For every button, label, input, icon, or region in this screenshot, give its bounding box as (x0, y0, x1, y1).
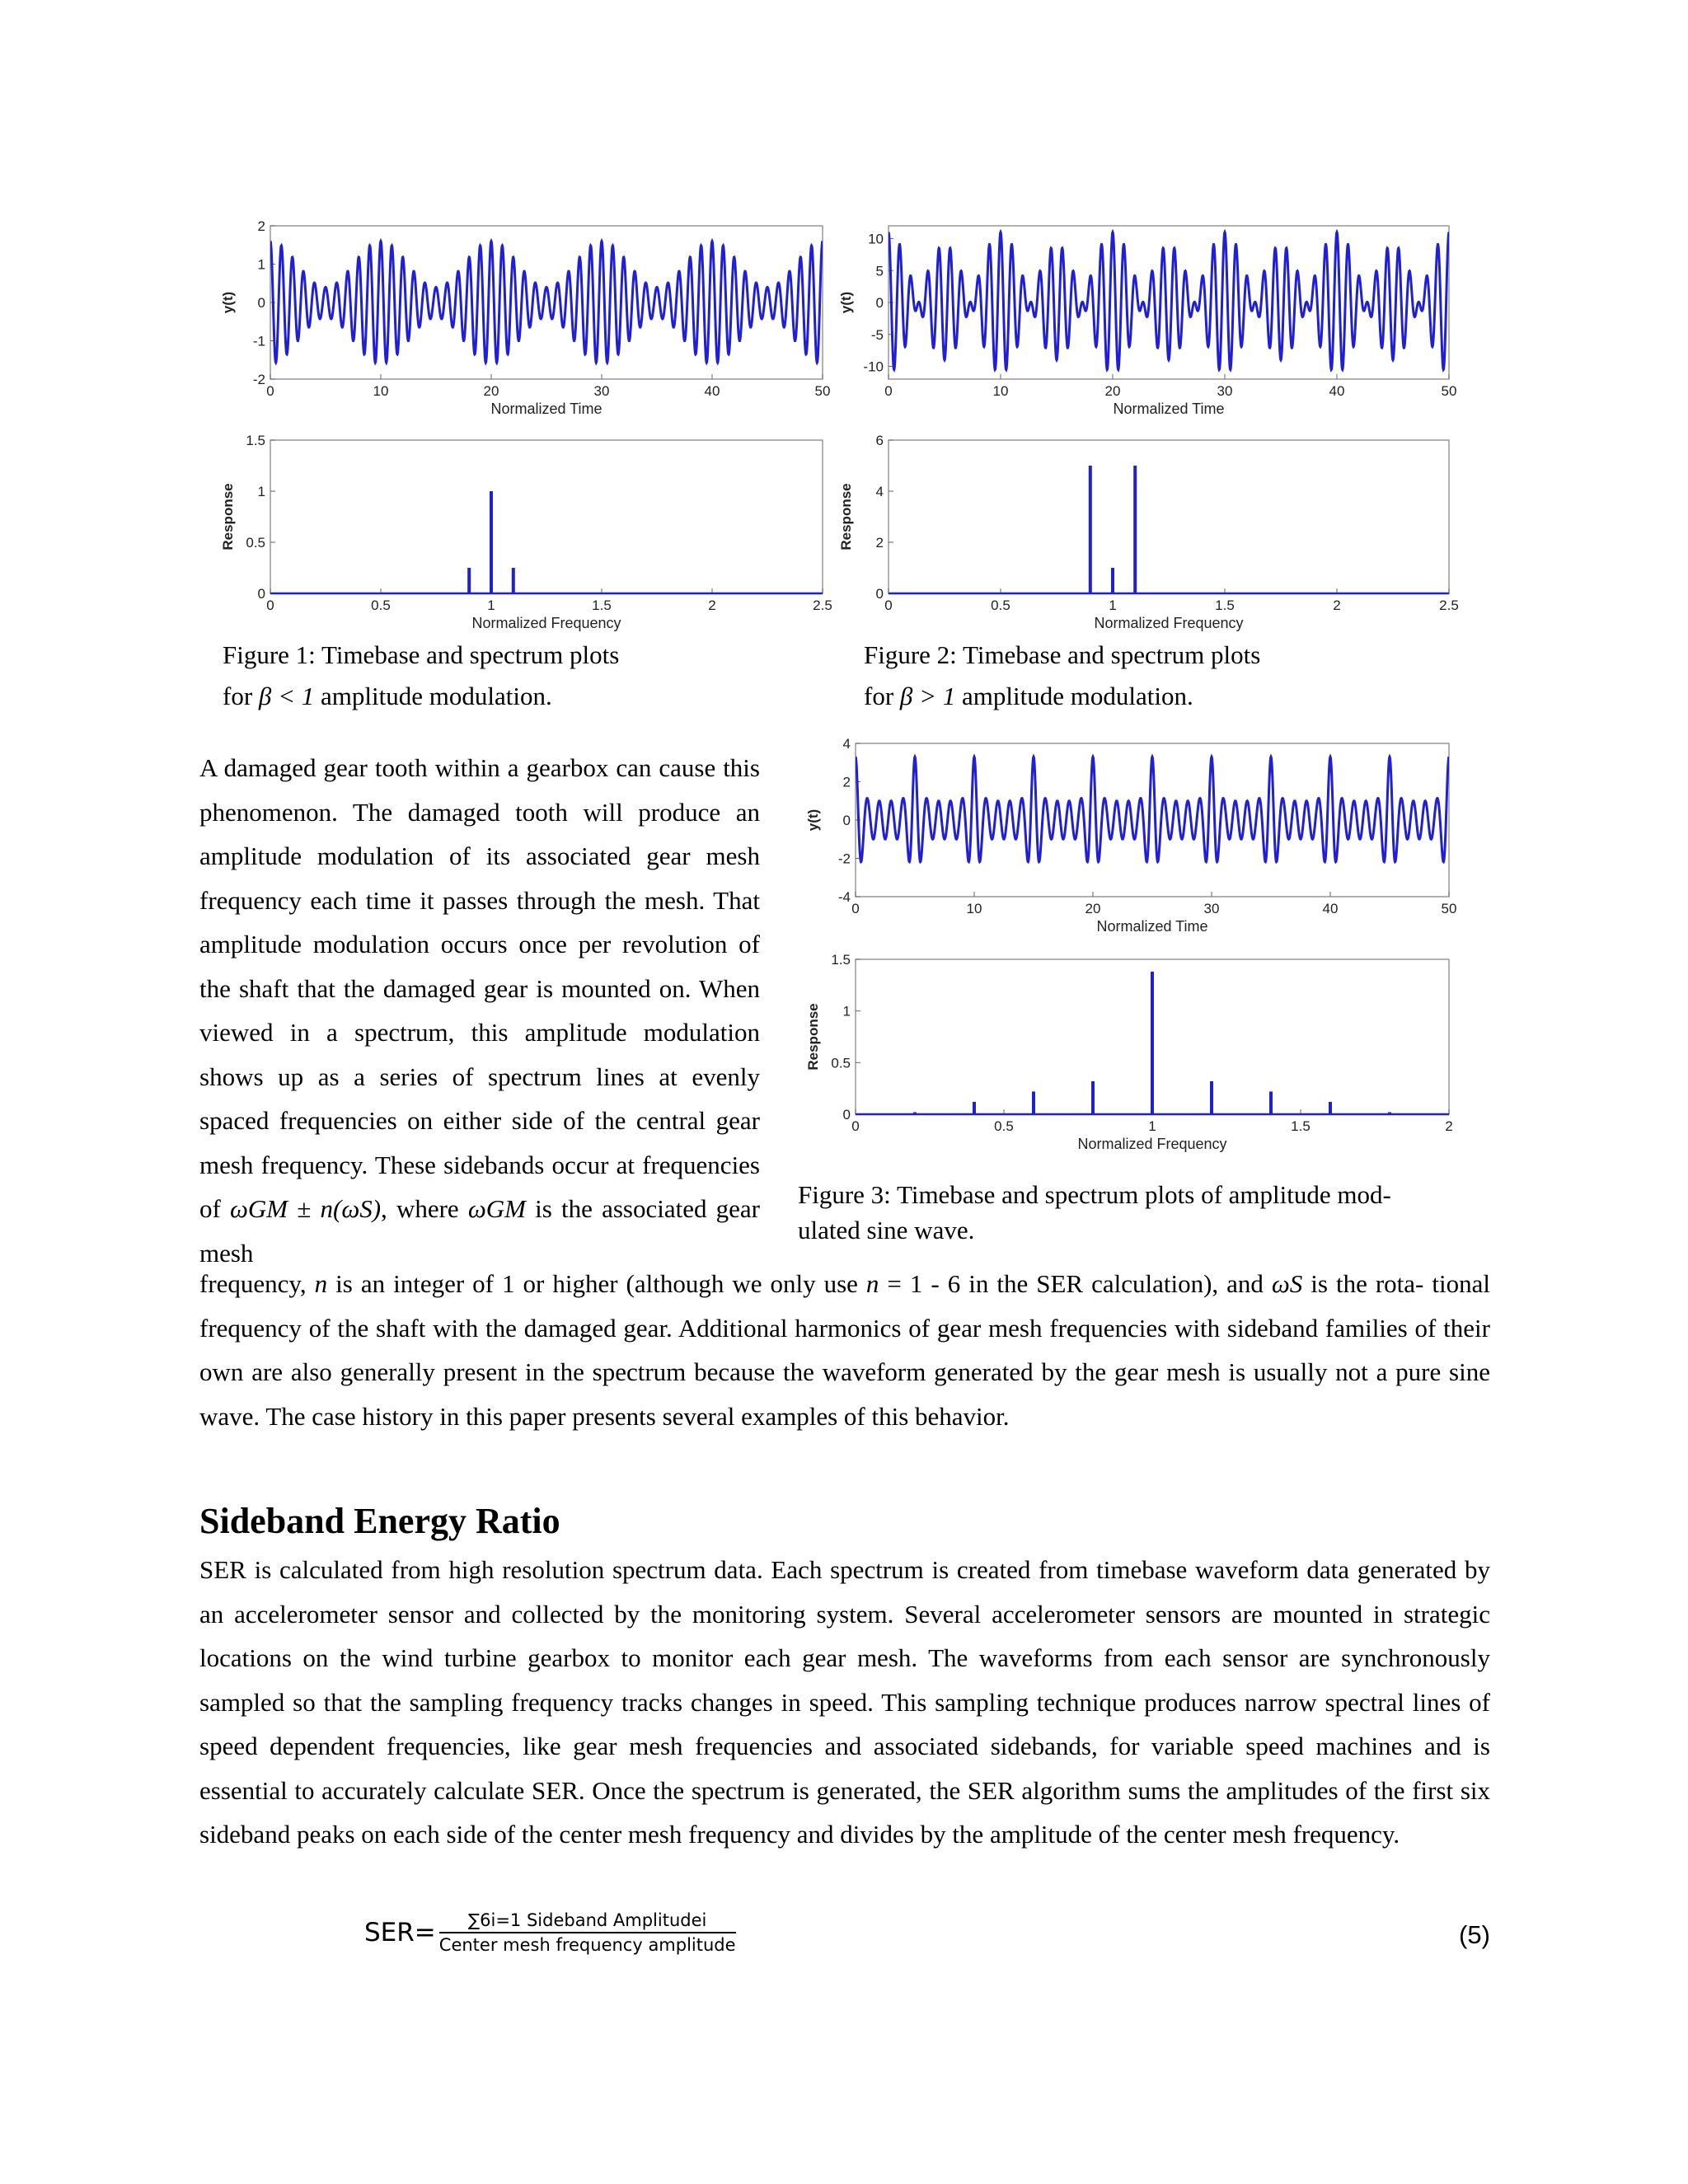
plot-frame (270, 440, 823, 593)
y-tick-label: -10 (863, 359, 884, 375)
y-tick-label: -4 (837, 889, 851, 905)
y-axis-label: y(t) (838, 291, 854, 314)
x-tick-label: 10 (966, 901, 982, 916)
fig2-caption-post: amplitude modulation. (955, 682, 1193, 710)
x-tick-label: 2.5 (813, 598, 832, 613)
x-tick-label: 0 (266, 383, 274, 399)
y-tick-label: 1 (842, 1003, 851, 1019)
y-axis-label: Response (838, 483, 854, 551)
fig2-caption-math: β > 1 (899, 682, 956, 710)
full-line1-mid: is an integer of 1 or higher (although we only use (327, 1269, 866, 1298)
y-tick-label: 0.5 (246, 535, 265, 551)
y-tick-label: 2 (257, 218, 265, 234)
x-axis-label: Normalized Frequency (471, 615, 621, 631)
x-tick-label: 2 (1333, 598, 1341, 613)
x-tick-label: 40 (1329, 383, 1345, 399)
x-tick-label: 0 (884, 383, 893, 399)
fig3-caption (798, 1177, 1391, 1248)
left-paragraph-text: A damaged gear tooth within a gearbox can cause this phenomenon. The damaged tooth will produce an amplitude modulation of its associated gear mesh frequency each time it passes through the mesh. That amplitude modulation occurs once per revolution of the shaft that the damaged gear is mounted on. When viewed in a spectrum, this amplitude modulation shows up as a series of spectrum lines at evenly spaced frequencies on either side of the central gear mesh frequency. These sidebands occur at frequencies of (199, 753, 760, 1223)
plot-frame (889, 440, 1449, 593)
left-tail-text: is the associated gear mesh (199, 1194, 760, 1268)
y-tick-label: 1 (257, 484, 265, 499)
left-after-math: , where (381, 1194, 468, 1223)
x-axis-label: Normalized Frequency (1077, 1136, 1227, 1152)
y-tick-label: 1.5 (246, 433, 265, 448)
y-tick-label: 0 (875, 586, 884, 602)
y-axis-label: Response (805, 1003, 821, 1071)
y-tick-label: 1 (257, 256, 265, 273)
y-axis-label: y(t) (805, 808, 821, 832)
y-tick-label: 2 (875, 535, 884, 551)
n-range-math: n (865, 1269, 879, 1298)
x-tick-label: 2.5 (1439, 598, 1459, 613)
x-tick-label: 0 (851, 1118, 860, 1134)
x-tick-label: 0 (884, 598, 893, 613)
fig1-time-plot (214, 216, 832, 422)
n-math: n (314, 1269, 328, 1298)
y-tick-label: 6 (875, 433, 884, 448)
section-heading: Sideband Energy Ratio (199, 1501, 560, 1541)
y-tick-label: 0 (842, 813, 851, 828)
omega-s-math: ωS (1271, 1269, 1303, 1298)
fig1-caption-math: β < 1 (258, 682, 315, 710)
x-axis-label: Normalized Time (490, 401, 603, 417)
y-tick-label: 2 (842, 774, 851, 790)
x-tick-label: 0.5 (991, 598, 1010, 613)
equation-fraction (439, 1910, 736, 1955)
x-tick-label: 40 (704, 383, 720, 399)
fig3-time-plot (799, 733, 1459, 940)
y-tick-label: 0.5 (831, 1055, 851, 1071)
x-tick-label: 10 (373, 383, 389, 399)
x-tick-label: 1 (487, 598, 495, 613)
y-tick-label: -1 (252, 333, 265, 349)
equation-denominator: Center mesh frequency amplitude (438, 1935, 736, 1955)
full-line1-pre: frequency, (199, 1269, 315, 1298)
fig1-caption-post: amplitude modulation. (314, 682, 552, 710)
fig2-caption-line2 (864, 676, 1260, 717)
y-axis-label: y(t) (220, 291, 236, 314)
x-tick-label: 20 (1085, 901, 1101, 916)
x-tick-label: 30 (1203, 901, 1220, 916)
y-tick-label: 1.5 (831, 952, 851, 968)
fig3-caption-line1: Figure 3: Timebase and spectrum plots of amplitude mod- (798, 1180, 1391, 1209)
x-tick-label: 40 (1322, 901, 1339, 916)
fig1-caption-line2 (223, 676, 619, 717)
x-tick-label: 0.5 (371, 598, 391, 613)
x-tick-label: 20 (483, 383, 499, 399)
x-tick-label: 30 (593, 383, 610, 399)
fig3-caption-line2: ulated sine wave. (798, 1216, 975, 1244)
y-tick-label: 10 (868, 231, 884, 247)
x-tick-label: 50 (814, 383, 831, 399)
plot-frame (270, 226, 823, 379)
y-axis-label: Response (220, 483, 236, 551)
y-tick-label: 0 (842, 1107, 851, 1122)
fig3-spectrum-plot (799, 949, 1459, 1157)
ser-equation (364, 1910, 736, 1955)
y-tick-label: 0 (257, 586, 265, 602)
sideband-frequency-math: ωGM ± n(ωS) (230, 1194, 382, 1223)
y-tick-label: -2 (837, 851, 851, 867)
section-paragraph (199, 1548, 1490, 1857)
y-tick-label: 0 (875, 295, 884, 311)
x-tick-label: 2 (1445, 1118, 1453, 1134)
x-axis-label: Normalized Time (1096, 918, 1208, 935)
x-tick-label: 20 (1104, 383, 1121, 399)
x-tick-label: 50 (1441, 901, 1457, 916)
full-width-paragraph (199, 1262, 1490, 1438)
y-tick-label: 5 (875, 263, 884, 279)
y-tick-label: 4 (842, 736, 851, 752)
equation-lhs: SER= (364, 1918, 436, 1947)
x-axis-label: Normalized Frequency (1094, 615, 1244, 631)
x-tick-label: 1 (1109, 598, 1117, 613)
fig2-caption-pre: for (864, 682, 900, 710)
left-column-paragraph (199, 746, 760, 1275)
fig2-caption (864, 635, 1260, 717)
x-axis-label: Normalized Time (1113, 401, 1225, 417)
fig1-caption-pre: for (223, 682, 259, 710)
y-tick-label: -5 (870, 326, 884, 343)
x-tick-label: 0 (266, 598, 274, 613)
full-rest-text: tional frequency of the shaft with the damaged gear. Additional harmonics of gear mesh frequencies with sideband families of their own are also generally present in the spectrum because the waveform generated by the gear mesh is usually not a pure sine wave. The case history in this paper presents several examples of this behavior. (199, 1269, 1490, 1431)
section-paragraph-text: SER is calculated from high resolution spectrum data. Each spectrum is created from timebase waveform data generated by an accelerometer sensor and collected by the monitoring system. Several accelerometer sensors are mounted in strategic locations on the wind turbine gearbox to monitor each gear mesh. The waveforms from each sensor are synchronously sampled so that the sampling frequency tracks changes in speed. This sampling technique produces narrow spectral lines of speed dependent frequencies, like gear mesh frequencies and associated sidebands, for variable speed machines and is essential to accurately calculate SER. Once the spectrum is generated, the SER algorithm sums the amplitudes of the first six sideband peaks on each side of the center mesh frequency and divides by the amplitude of the center mesh frequency. (199, 1555, 1490, 1849)
x-tick-label: 30 (1217, 383, 1233, 399)
fig1-spectrum-plot (214, 430, 832, 636)
fig1-caption (223, 635, 619, 717)
fig2-spectrum-plot (832, 430, 1459, 636)
fig2-caption-line1: Figure 2: Timebase and spectrum plots (864, 640, 1261, 669)
full-line1-mid2: = 1 - 6 in the SER calculation), and (879, 1269, 1272, 1298)
x-tick-label: 1.5 (592, 598, 612, 613)
x-tick-label: 1.5 (1291, 1118, 1311, 1134)
fig2-time-plot (832, 216, 1459, 422)
y-tick-label: 0 (257, 295, 265, 311)
y-tick-label: 4 (875, 484, 884, 499)
x-tick-label: 50 (1441, 383, 1457, 399)
x-tick-label: 1 (1148, 1118, 1156, 1134)
x-tick-label: 1.5 (1215, 598, 1235, 613)
omega-gm-math: ωGM (467, 1194, 526, 1223)
full-line1-post: is the rota- (1302, 1269, 1424, 1298)
equation-numerator: ∑6i=1 Sideband Amplitudei (439, 1910, 736, 1933)
fig1-caption-line1: Figure 1: Timebase and spectrum plots (223, 640, 620, 669)
x-tick-label: 2 (708, 598, 716, 613)
y-tick-label: -2 (252, 372, 265, 387)
x-tick-label: 0.5 (994, 1118, 1014, 1134)
x-tick-label: 10 (992, 383, 1009, 399)
x-tick-label: 0 (851, 901, 860, 916)
equation-number: (5) (1459, 1920, 1490, 1949)
